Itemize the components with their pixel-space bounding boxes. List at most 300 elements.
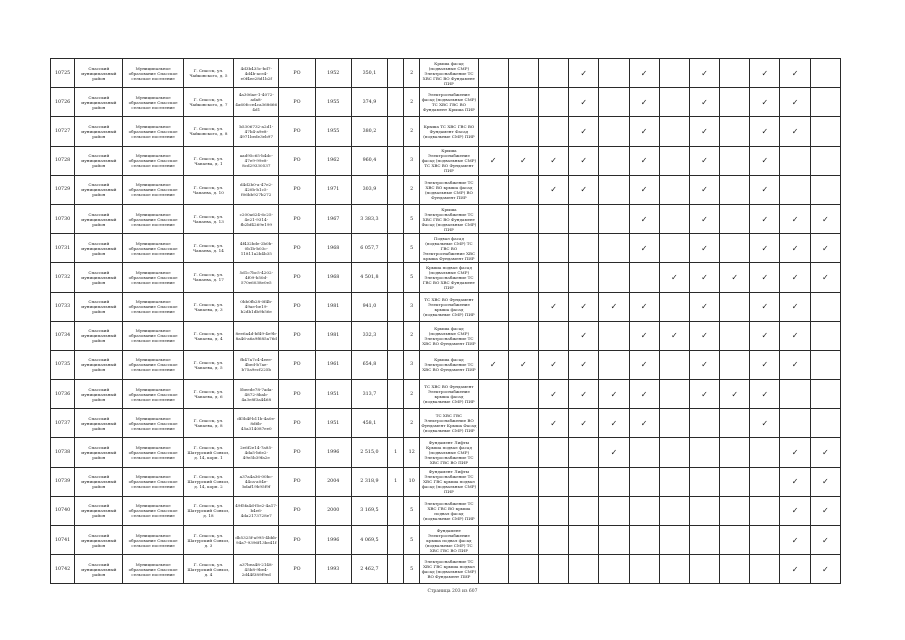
checkmark-cell	[659, 204, 689, 233]
checkmark-cell: ✓	[599, 438, 629, 467]
district-cell: Спасский муниципальный район	[75, 350, 123, 379]
municipality-cell: Муниципальное образование Спасское сельское поселение	[123, 234, 183, 263]
checkmark-cell	[538, 555, 568, 584]
table-row	[51, 146, 841, 175]
checkmark-cell: ✓	[810, 234, 840, 263]
address-cell: Г. Спасск, ул. Чапаева, д. 8	[183, 409, 233, 438]
checkmark-cell: ✓	[689, 204, 719, 233]
checkmark-cell: ✓	[629, 321, 659, 350]
checkmark-cell	[508, 175, 538, 204]
municipality-cell: Муниципальное образование Спасское сельское поселение	[123, 204, 183, 233]
checkmark-cell: ✓	[569, 117, 599, 146]
checkmark-cell	[750, 526, 780, 555]
checkmark-cell	[508, 380, 538, 409]
year-cell: 1955	[315, 88, 351, 117]
checkmark-cell: ✓	[750, 292, 780, 321]
municipality-cell: Муниципальное образование Спасское сельское поселение	[123, 467, 183, 496]
table-row	[51, 555, 841, 584]
checkmark-cell	[508, 234, 538, 263]
form-cell: РО	[279, 380, 315, 409]
year-cell: 1968	[315, 234, 351, 263]
checkmark-cell	[780, 175, 810, 204]
checkmark-cell: ✓	[780, 88, 810, 117]
guid-cell: d4d2b0-a-47e2-420b-b1c5-f06bb927b272	[234, 175, 279, 204]
checkmark-cell	[629, 496, 659, 525]
table-row	[51, 292, 841, 321]
checkmark-cell	[720, 555, 750, 584]
checkmark-cell	[629, 263, 659, 292]
count-cell	[388, 59, 404, 88]
row-id-cell: 10725	[51, 59, 75, 88]
table-row	[51, 380, 841, 409]
checkmark-cell	[659, 496, 689, 525]
checkmark-cell: ✓	[569, 88, 599, 117]
count-cell: 5	[404, 526, 420, 555]
address-cell: Г. Спасск, ул. Чайковского, д. 7	[183, 88, 233, 117]
form-cell: РО	[279, 526, 315, 555]
guid-cell: db5325f-a995-4bbb-94a7-9396f13be41f	[234, 526, 279, 555]
checkmark-cell	[629, 555, 659, 584]
checkmark-cell	[659, 117, 689, 146]
checkmark-cell: ✓	[810, 555, 840, 584]
checkmark-cell: ✓	[508, 146, 538, 175]
guid-cell: 49f5fa4d-f5e2-4a17-b4e6-4da2173728e7	[234, 496, 279, 525]
area-cell: 654,8	[351, 350, 387, 379]
count-cell: 2	[404, 59, 420, 88]
row-id-cell: 10732	[51, 263, 75, 292]
checkmark-cell	[478, 88, 508, 117]
guid-cell: df3b4f-b11b-4a0e-8d6b-45a314087ee0	[234, 409, 279, 438]
checkmark-cell	[720, 234, 750, 263]
count-cell	[388, 234, 404, 263]
checkmark-cell	[478, 59, 508, 88]
checkmark-cell: ✓	[569, 175, 599, 204]
year-cell: 2000	[315, 496, 351, 525]
row-id-cell: 10731	[51, 234, 75, 263]
municipality-cell: Муниципальное образование Спасское сельское поселение	[123, 175, 183, 204]
checkmark-cell	[508, 88, 538, 117]
checkmark-cell	[569, 467, 599, 496]
checkmark-cell	[810, 117, 840, 146]
checkmark-cell	[780, 409, 810, 438]
checkmark-cell	[538, 496, 568, 525]
checkmark-cell: ✓	[689, 59, 719, 88]
address-cell: Г. Спасск, ул. Чапаева, д. 10	[183, 175, 233, 204]
address-cell: Г. Спасск, ул. Шатурский Совхоз, д. 3	[183, 526, 233, 555]
checkmark-cell	[750, 438, 780, 467]
row-id-cell: 10738	[51, 438, 75, 467]
checkmark-cell	[599, 117, 629, 146]
checkmark-cell	[508, 555, 538, 584]
guid-cell: 0bb0fb28-0f4b-49ae-be19-b2db1db9b56e	[234, 292, 279, 321]
row-id-cell: 10730	[51, 204, 75, 233]
year-cell: 1952	[315, 59, 351, 88]
district-cell: Спасский муниципальный район	[75, 175, 123, 204]
checkmark-cell: ✓	[780, 292, 810, 321]
checkmark-cell	[478, 467, 508, 496]
area-cell: 332,3	[351, 321, 387, 350]
checkmark-cell: ✓	[810, 526, 840, 555]
municipality-cell: Муниципальное образование Спасское сельское поселение	[123, 88, 183, 117]
area-cell: 350,1	[351, 59, 387, 88]
municipality-cell: Муниципальное образование Спасское сельское поселение	[123, 292, 183, 321]
checkmark-cell: ✓	[629, 146, 659, 175]
checkmark-cell	[538, 117, 568, 146]
checkmark-cell: ✓	[629, 117, 659, 146]
municipality-cell: Муниципальное образование Спасское сельское поселение	[123, 263, 183, 292]
checkmark-cell: ✓	[810, 438, 840, 467]
checkmark-cell: ✓	[599, 292, 629, 321]
checkmark-cell	[508, 467, 538, 496]
works-list-cell: ТС ХВС ГВС Электроснабжение ВО Фундамент Крыша Фасад (подвальные СМР) ПИР	[420, 409, 478, 438]
checkmark-cell	[508, 292, 538, 321]
checkmark-cell: ✓	[569, 321, 599, 350]
area-cell: 960,4	[351, 146, 387, 175]
checkmark-cell	[538, 234, 568, 263]
checkmark-cell	[538, 204, 568, 233]
count-cell	[388, 409, 404, 438]
checkmark-cell	[689, 438, 719, 467]
municipality-cell: Муниципальное образование Спасское сельское поселение	[123, 350, 183, 379]
checkmark-cell	[599, 467, 629, 496]
table-row	[51, 204, 841, 233]
address-cell: Г. Спасск, ул. Чайковского, д. 5	[183, 59, 233, 88]
checkmark-cell	[810, 292, 840, 321]
checkmark-cell: ✓	[810, 496, 840, 525]
checkmark-cell: ✓	[599, 409, 629, 438]
checkmark-cell: ✓	[750, 263, 780, 292]
address-cell: Г. Спасск, ул. Чапаева, д. 4	[183, 321, 233, 350]
checkmark-cell	[478, 496, 508, 525]
area-cell: 6 057,7	[351, 234, 387, 263]
municipality-cell: Муниципальное образование Спасское сельское поселение	[123, 380, 183, 409]
row-id-cell: 10742	[51, 555, 75, 584]
checkmark-cell	[810, 321, 840, 350]
district-cell: Спасский муниципальный район	[75, 59, 123, 88]
checkmark-cell: ✓	[569, 146, 599, 175]
works-list-cell: Крыша фасад (подвальные СМР) Электроснабжение ТС ХВС ГВС ВО Фундамент ПИР	[420, 59, 478, 88]
checkmark-cell: ✓	[750, 88, 780, 117]
checkmark-cell	[720, 496, 750, 525]
checkmark-cell: ✓	[689, 380, 719, 409]
table-row	[51, 117, 841, 146]
form-cell: РО	[279, 496, 315, 525]
form-cell: РО	[279, 292, 315, 321]
checkmark-cell: ✓	[569, 409, 599, 438]
municipality-cell: Муниципальное образование Спасское сельское поселение	[123, 438, 183, 467]
checkmark-cell	[538, 88, 568, 117]
table-row	[51, 526, 841, 555]
count-cell: 2	[404, 380, 420, 409]
checkmark-cell	[599, 175, 629, 204]
checkmark-cell	[508, 263, 538, 292]
guid-cell: b5306732-a2d1-47b4-a9e8-4971bede3eb97	[234, 117, 279, 146]
checkmark-cell: ✓	[689, 146, 719, 175]
checkmark-cell	[659, 292, 689, 321]
checkmark-cell: ✓	[689, 88, 719, 117]
checkmark-cell: ✓	[629, 234, 659, 263]
checkmark-cell: ✓	[780, 438, 810, 467]
area-cell: 3 169,5	[351, 496, 387, 525]
count-cell: 1	[388, 467, 404, 496]
form-cell: РО	[279, 555, 315, 584]
table-row	[51, 263, 841, 292]
checkmark-cell	[689, 526, 719, 555]
year-cell: 1971	[315, 175, 351, 204]
checkmark-cell	[659, 526, 689, 555]
checkmark-cell	[569, 204, 599, 233]
checkmark-cell: ✓	[780, 204, 810, 233]
checkmark-cell: ✓	[780, 350, 810, 379]
municipality-cell: Муниципальное образование Спасское сельское поселение	[123, 496, 183, 525]
checkmark-cell: ✓	[810, 467, 840, 496]
works-list-cell: Электроснабжение ТС ХВС ВО крыша фасад (подвальные СМР) ВО Фундамент ПИР	[420, 175, 478, 204]
checkmark-cell	[720, 409, 750, 438]
checkmark-cell	[750, 555, 780, 584]
checkmark-cell: ✓	[780, 59, 810, 88]
checkmark-cell	[810, 409, 840, 438]
checkmark-cell: ✓	[569, 350, 599, 379]
checkmark-cell	[659, 467, 689, 496]
checkmark-cell: ✓	[750, 175, 780, 204]
guid-cell: 4f432bde-2b0b-0b1b-b03c-11811a2b4b35	[234, 234, 279, 263]
checkmark-cell	[689, 496, 719, 525]
municipality-cell: Муниципальное образование Спасское сельское поселение	[123, 526, 183, 555]
form-cell: РО	[279, 204, 315, 233]
checkmark-cell: ✓	[780, 117, 810, 146]
checkmark-cell: ✓	[629, 350, 659, 379]
checkmark-cell	[810, 59, 840, 88]
checkmark-cell: ✓	[780, 321, 810, 350]
form-cell: РО	[279, 146, 315, 175]
checkmark-cell: ✓	[538, 350, 568, 379]
count-cell: 2	[404, 117, 420, 146]
form-cell: РО	[279, 234, 315, 263]
checkmark-cell	[478, 117, 508, 146]
checkmark-cell: ✓	[569, 292, 599, 321]
form-cell: РО	[279, 88, 315, 117]
checkmark-cell: ✓	[629, 292, 659, 321]
checkmark-cell	[599, 234, 629, 263]
address-cell: Г. Спасск, ул. Чапаева, д. 13	[183, 204, 233, 233]
count-cell: 2	[404, 321, 420, 350]
checkmark-cell: ✓	[689, 350, 719, 379]
checkmark-cell: ✓	[750, 350, 780, 379]
works-list-cell: ТС ХВС ВО Фундамент Электроснабжение крыша фасад (подвальные СМР) ПИР	[420, 380, 478, 409]
year-cell: 1996	[315, 526, 351, 555]
count-cell	[388, 380, 404, 409]
count-cell: 2	[404, 88, 420, 117]
works-list-cell: ТС ХВС ВО Фундамент Электроснабжение крыша фасад (подвальные СМР) ПИР	[420, 292, 478, 321]
checkmark-cell	[720, 204, 750, 233]
row-id-cell: 10728	[51, 146, 75, 175]
guid-cell: 4a306ae-1-4072-ada8-4a60fcce4ca3686664d1	[234, 88, 279, 117]
address-cell: Г. Спасск, ул. Чапаева, д. 5	[183, 350, 233, 379]
checkmark-cell: ✓	[780, 467, 810, 496]
checkmark-cell	[720, 438, 750, 467]
area-cell: 2 515,0	[351, 438, 387, 467]
works-list-cell: Фундамент Электроснабжение крыша подвал фасад (подвальные СМР) ТС ХВС ГВС ВО ПИР	[420, 526, 478, 555]
checkmark-cell	[478, 438, 508, 467]
count-cell: 5	[404, 204, 420, 233]
checkmark-cell	[508, 438, 538, 467]
checkmark-cell: ✓	[780, 555, 810, 584]
count-cell: 2	[404, 409, 420, 438]
checkmark-cell: ✓	[750, 380, 780, 409]
guid-cell: a37a4a36-00bc-44ca-a04e-bdaf19b95f9f	[234, 467, 279, 496]
form-cell: РО	[279, 59, 315, 88]
checkmark-cell	[810, 88, 840, 117]
district-cell: Спасский муниципальный район	[75, 321, 123, 350]
form-cell: РО	[279, 467, 315, 496]
count-cell: 5	[404, 263, 420, 292]
area-cell: 4 501,8	[351, 263, 387, 292]
checkmark-cell: ✓	[750, 321, 780, 350]
works-list-cell: Крыша фасад Электроснабжение ТС ХВС ВО Фундамент ПИР	[420, 350, 478, 379]
municipality-cell: Муниципальное образование Спасское сельское поселение	[123, 409, 183, 438]
address-cell: Г. Спасск, ул. Чапаева, д. 14	[183, 234, 233, 263]
count-cell	[388, 496, 404, 525]
area-cell: 303,9	[351, 175, 387, 204]
checkmark-cell	[810, 175, 840, 204]
checkmark-cell: ✓	[750, 234, 780, 263]
table-row	[51, 467, 841, 496]
year-cell: 1962	[315, 146, 351, 175]
checkmark-cell: ✓	[659, 263, 689, 292]
checkmark-cell: ✓	[569, 59, 599, 88]
checkmark-cell	[478, 321, 508, 350]
checkmark-cell: ✓	[720, 263, 750, 292]
count-cell: 5	[404, 234, 420, 263]
checkmark-cell	[659, 555, 689, 584]
year-cell: 1961	[315, 350, 351, 379]
checkmark-cell	[599, 350, 629, 379]
checkmark-cell: ✓	[538, 146, 568, 175]
checkmark-cell: ✓	[689, 117, 719, 146]
checkmark-cell: ✓	[538, 175, 568, 204]
works-list-cell: Подвал фасад (подвальные СМР) ТС ГВС ВО Электроснабжение ХВС крыша Фундамент ПИР	[420, 234, 478, 263]
checkmark-cell	[659, 438, 689, 467]
page-footer: Страница 203 из 607	[427, 589, 478, 594]
checkmark-cell	[569, 555, 599, 584]
row-id-cell: 10739	[51, 467, 75, 496]
row-id-cell: 10733	[51, 292, 75, 321]
works-list-cell: Крыша Электроснабжение фасад (подвальные СМР) ТС ХВС ВО Фундамент ПИР	[420, 146, 478, 175]
checkmark-cell: ✓	[478, 146, 508, 175]
checkmark-cell	[629, 438, 659, 467]
count-cell: 5	[404, 555, 420, 584]
guid-cell: 5beede78-7ada-4872-8bab-4a3e8f3a4468	[234, 380, 279, 409]
works-list-cell: Электроснабжение ТС ХВС ГВС ВО крыша подвал фасад (подвальные СМР) ПИР	[420, 496, 478, 525]
checkmark-cell	[508, 526, 538, 555]
district-cell: Спасский муниципальный район	[75, 555, 123, 584]
count-cell	[388, 146, 404, 175]
checkmark-cell: ✓	[780, 263, 810, 292]
checkmark-cell	[810, 146, 840, 175]
checkmark-cell	[478, 380, 508, 409]
district-cell: Спасский муниципальный район	[75, 380, 123, 409]
area-cell: 4 069,5	[351, 526, 387, 555]
address-cell: Г. Спасск, ул. Чапаева, д. 17	[183, 263, 233, 292]
checkmark-cell	[569, 438, 599, 467]
checkmark-cell	[599, 204, 629, 233]
works-list-cell: Электроснабжение фасад (подвальные СМР) ТС ХВС ГВС ВО Фундамент Крыша ПИР	[420, 88, 478, 117]
checkmark-cell	[569, 234, 599, 263]
checkmark-cell	[538, 526, 568, 555]
guid-cell: 2e6f2e14-7a85-4da5-b6e2-49e5b39fa2e	[234, 438, 279, 467]
row-id-cell: 10734	[51, 321, 75, 350]
works-list-cell: Крыша Электроснабжение ТС ХВС ГВС ВО Фундамент Фасад (подвальные СМР) ПИР	[420, 204, 478, 233]
count-cell	[388, 292, 404, 321]
checkmark-cell: ✓	[629, 204, 659, 233]
checkmark-cell	[720, 467, 750, 496]
checkmark-cell: ✓	[689, 234, 719, 263]
checkmark-cell	[538, 321, 568, 350]
checkmark-cell	[720, 321, 750, 350]
year-cell: 1955	[315, 117, 351, 146]
district-cell: Спасский муниципальный район	[75, 146, 123, 175]
table-row	[51, 496, 841, 525]
works-list-cell: Фундамент Лифты Электроснабжение ТС ХВС ГВС крыша подвал фасад (подвальные СМР) ПИР	[420, 467, 478, 496]
year-cell: 2004	[315, 467, 351, 496]
checkmark-cell	[629, 526, 659, 555]
count-cell	[388, 263, 404, 292]
table-row	[51, 175, 841, 204]
checkmark-cell	[538, 438, 568, 467]
checkmark-cell	[478, 292, 508, 321]
district-cell: Спасский муниципальный район	[75, 496, 123, 525]
checkmark-cell: ✓	[810, 204, 840, 233]
checkmark-cell	[689, 555, 719, 584]
district-cell: Спасский муниципальный район	[75, 526, 123, 555]
checkmark-cell: ✓	[689, 292, 719, 321]
area-cell: 380,2	[351, 117, 387, 146]
checkmark-cell	[810, 350, 840, 379]
count-cell: 1	[388, 438, 404, 467]
checkmark-cell	[750, 467, 780, 496]
year-cell: 1996	[315, 438, 351, 467]
row-id-cell: 10737	[51, 409, 75, 438]
capital-repair-table	[50, 58, 841, 584]
checkmark-cell: ✓	[629, 409, 659, 438]
row-id-cell: 10740	[51, 496, 75, 525]
checkmark-cell	[659, 234, 689, 263]
checkmark-cell	[508, 409, 538, 438]
checkmark-cell: ✓	[780, 496, 810, 525]
row-id-cell: 10736	[51, 380, 75, 409]
address-cell: Г. Спасск, ул. Чапаева, д. 1	[183, 146, 233, 175]
checkmark-cell	[569, 263, 599, 292]
checkmark-cell: ✓	[538, 380, 568, 409]
year-cell: 1951	[315, 380, 351, 409]
checkmark-cell	[478, 175, 508, 204]
works-list-cell: Электроснабжение ТС ХВС ГВС крыша подвал фасад (подвальные СМР) ВО Фундамент ПИР	[420, 555, 478, 584]
form-cell: РО	[279, 321, 315, 350]
address-cell: Г. Спасск, ул. Шатурский Совхоз, д. 4	[183, 555, 233, 584]
count-cell: 3	[404, 350, 420, 379]
checkmark-cell	[629, 467, 659, 496]
checkmark-cell: ✓	[780, 526, 810, 555]
guid-cell: 5d1c7bc5-4202-4f09-b50d-570e6038e0e5	[234, 263, 279, 292]
checkmark-cell	[659, 146, 689, 175]
address-cell: Г. Спасск, ул. Чапаева, д. 6	[183, 380, 233, 409]
checkmark-cell	[720, 526, 750, 555]
works-list-cell: Крыша ТС ХВС ГВС ВО Фундамент Фасад (подвальные СМР) ПИР	[420, 117, 478, 146]
row-id-cell: 10735	[51, 350, 75, 379]
area-cell: 374,9	[351, 88, 387, 117]
municipality-cell: Муниципальное образование Спасское сельское поселение	[123, 321, 183, 350]
form-cell: РО	[279, 409, 315, 438]
